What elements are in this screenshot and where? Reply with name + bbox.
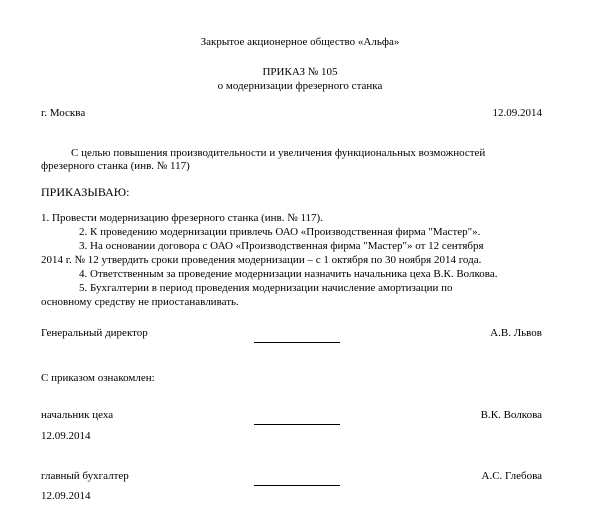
acquainted-position: начальник цеха xyxy=(41,409,114,421)
acquainted-date: 12.09.2014 xyxy=(41,490,91,502)
item-5-line-2: основному средству не приостанавливать. xyxy=(41,296,239,308)
item-2: 2. К проведению модернизации привлечь ОАО «Производственная фирма "Мастер"». xyxy=(79,226,481,238)
order-title: ПРИКАЗ № 105 xyxy=(262,66,338,78)
item-3-line-1: 3. На основании договора с ОАО «Производственная фирма "Мастер"» от 12 сентября xyxy=(79,240,484,252)
acquainted-label: С приказом ознакомлен: xyxy=(41,372,155,384)
acquainted-name: А.С. Глебова xyxy=(481,470,542,482)
signature-line xyxy=(254,485,340,486)
signature-line xyxy=(254,424,340,425)
item-3-line-2: 2014 г. № 12 утвердить сроки проведения модернизации – с 1 октября по 30 ноября 2014 года. xyxy=(41,254,482,266)
item-1: 1. Провести модернизацию фрезерного станка (инв. № 117). xyxy=(41,212,323,224)
city: г. Москва xyxy=(41,107,86,119)
acquainted-name: В.К. Волкова xyxy=(480,409,542,421)
company-name: Закрытое акционерное общество «Альфа» xyxy=(200,36,400,48)
item-5-line-1: 5. Бухгалтерии в период проведения модернизации начисление амортизации по xyxy=(79,282,453,294)
director-signature-line xyxy=(254,342,340,343)
preamble-line-1: С целью повышения производительности и увеличения функциональных возможностей xyxy=(71,147,486,159)
order-subject: о модернизации фрезерного станка xyxy=(217,80,383,92)
acquainted-date: 12.09.2014 xyxy=(41,430,91,442)
preamble-line-2: фрезерного станка (инв. № 117) xyxy=(41,160,190,172)
director-position: Генеральный директор xyxy=(41,327,148,339)
acquainted-position: главный бухгалтер xyxy=(41,470,129,482)
order-word: ПРИКАЗЫВАЮ: xyxy=(41,185,130,199)
director-name: А.В. Львов xyxy=(490,327,542,339)
order-date: 12.09.2014 xyxy=(492,107,542,119)
item-4: 4. Ответственным за проведение модернизации назначить начальника цеха В.К. Волкова. xyxy=(79,268,498,280)
